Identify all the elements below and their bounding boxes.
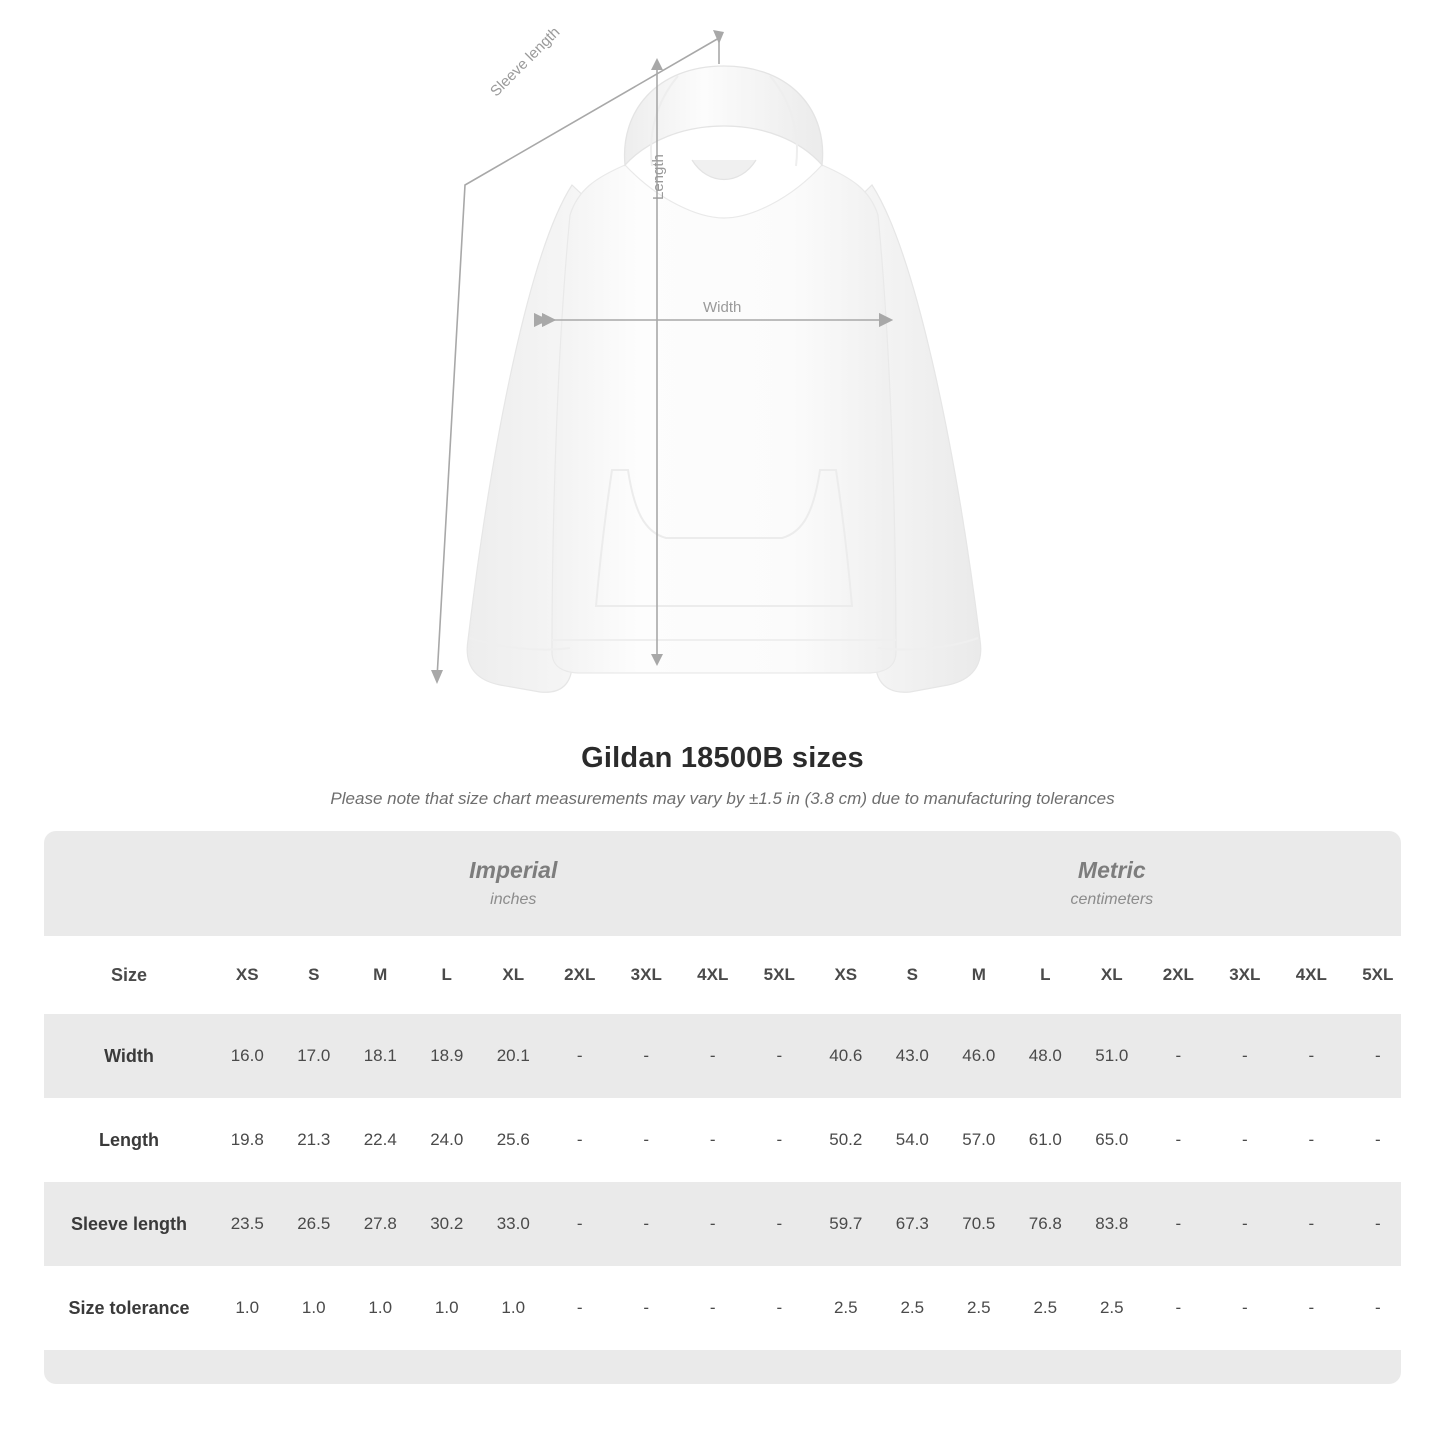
cell-width-imperial-2xl: -: [547, 1014, 614, 1098]
cell-width-imperial-xl: 20.1: [480, 1014, 547, 1098]
size-header-metric-5xl: 5XL: [1345, 936, 1401, 1014]
size-header-label: Size: [44, 936, 214, 1014]
size-header-metric-s: S: [879, 936, 946, 1014]
size-header-imperial-5xl: 5XL: [746, 936, 813, 1014]
size-header-imperial-s: S: [281, 936, 348, 1014]
cell-tolerance-metric-5xl: -: [1374, 1298, 1381, 1317]
cell-length-imperial-4xl: -: [709, 1130, 716, 1149]
cell-width-metric-5xl: -: [1345, 1014, 1401, 1098]
tolerance-note: Please note that size chart measurements may vary by ±1.5 in (3.8 cm) due to manufacturing tolerances: [330, 789, 1115, 808]
system-spacer-cell: [44, 831, 214, 936]
size-header-imperial-3xl: 3XL: [613, 936, 680, 1014]
cell-sleeve-imperial-xs: 23.5: [214, 1182, 281, 1266]
size-header-metric-4xl: 4XL: [1278, 936, 1345, 1014]
cell-tolerance-imperial-2xl: -: [576, 1298, 583, 1317]
cell-width-imperial-4xl: -: [680, 1014, 747, 1098]
cell-length-imperial-xl: 25.6: [496, 1130, 530, 1149]
cell-width-metric-3xl: -: [1212, 1014, 1279, 1098]
row-label-sleeve-length: Sleeve length: [44, 1182, 214, 1266]
cell-length-metric-2xl: -: [1175, 1130, 1182, 1149]
measurement-arrows: [0, 0, 1445, 720]
table-row: [44, 1098, 1401, 1182]
cell-length-metric-xs: 50.2: [829, 1130, 863, 1149]
size-header-row: [44, 936, 1401, 1014]
cell-tolerance-imperial-m: 1.0: [368, 1298, 393, 1317]
table-row: [44, 1014, 1401, 1098]
cell-width-metric-m: 46.0: [946, 1014, 1013, 1098]
cell-length-imperial-xs: 19.8: [230, 1130, 264, 1149]
cell-sleeve-metric-3xl: -: [1212, 1182, 1279, 1266]
cell-tolerance-metric-2xl: -: [1175, 1298, 1182, 1317]
cell-sleeve-metric-xs: 59.7: [813, 1182, 880, 1266]
cell-sleeve-imperial-xl: 33.0: [480, 1182, 547, 1266]
cell-width-metric-s: 43.0: [879, 1014, 946, 1098]
cell-tolerance-imperial-xs: 1.0: [235, 1298, 260, 1317]
cell-sleeve-metric-m: 70.5: [946, 1182, 1013, 1266]
cell-width-imperial-xs: 16.0: [214, 1014, 281, 1098]
sleeve-length-label: Sleeve length: [487, 23, 564, 101]
cell-tolerance-imperial-3xl: -: [643, 1298, 650, 1317]
cell-tolerance-metric-4xl: -: [1308, 1298, 1315, 1317]
table-row: [44, 1266, 1401, 1350]
cell-width-imperial-m: 18.1: [347, 1014, 414, 1098]
row-label-width: Width: [44, 1014, 214, 1098]
page-title: Gildan 18500B sizes: [581, 742, 864, 774]
size-header-imperial-m: M: [347, 936, 414, 1014]
cell-width-metric-l: 48.0: [1012, 1014, 1079, 1098]
cell-width-imperial-3xl: -: [613, 1014, 680, 1098]
system-imperial-unit: inches: [490, 890, 537, 908]
cell-sleeve-imperial-2xl: -: [547, 1182, 614, 1266]
system-imperial-cell: [214, 831, 813, 936]
cell-length-metric-m: 57.0: [962, 1130, 996, 1149]
row-label-size-tolerance: Size tolerance: [68, 1297, 190, 1318]
cell-tolerance-metric-m: 2.5: [966, 1298, 991, 1317]
cell-sleeve-imperial-s: 26.5: [281, 1182, 348, 1266]
cell-tolerance-imperial-4xl: -: [709, 1298, 716, 1317]
cell-tolerance-metric-3xl: -: [1241, 1298, 1248, 1317]
size-chart-table: [44, 831, 1401, 1384]
cell-length-metric-xl: 65.0: [1095, 1130, 1129, 1149]
cell-sleeve-imperial-4xl: -: [680, 1182, 747, 1266]
cell-width-imperial-5xl: -: [746, 1014, 813, 1098]
size-header-metric-3xl: 3XL: [1212, 936, 1279, 1014]
title-block: [0, 742, 1445, 809]
cell-sleeve-metric-s: 67.3: [879, 1182, 946, 1266]
cell-length-imperial-l: 24.0: [430, 1130, 464, 1149]
cell-length-imperial-s: 21.3: [297, 1130, 331, 1149]
cell-sleeve-metric-5xl: -: [1345, 1182, 1401, 1266]
cell-length-metric-5xl: -: [1374, 1130, 1381, 1149]
row-label-length: Length: [99, 1129, 159, 1150]
cell-tolerance-metric-l: 2.5: [1033, 1298, 1058, 1317]
size-chart-table-wrapper: [44, 831, 1401, 1384]
size-header-metric-l: L: [1012, 936, 1079, 1014]
cell-length-metric-l: 61.0: [1028, 1130, 1062, 1149]
size-header-imperial-xs: XS: [214, 936, 281, 1014]
cell-tolerance-imperial-xl: 1.0: [501, 1298, 526, 1317]
size-header-imperial-l: L: [414, 936, 481, 1014]
cell-width-imperial-s: 17.0: [281, 1014, 348, 1098]
cell-width-imperial-l: 18.9: [414, 1014, 481, 1098]
cell-sleeve-imperial-l: 30.2: [414, 1182, 481, 1266]
system-metric-cell: [813, 831, 1401, 936]
cell-sleeve-metric-l: 76.8: [1012, 1182, 1079, 1266]
cell-sleeve-metric-2xl: -: [1145, 1182, 1212, 1266]
cell-width-metric-xs: 40.6: [813, 1014, 880, 1098]
cell-length-metric-3xl: -: [1241, 1130, 1248, 1149]
table-row: [44, 1182, 1401, 1266]
size-header-metric-2xl: 2XL: [1145, 936, 1212, 1014]
cell-tolerance-imperial-l: 1.0: [434, 1298, 459, 1317]
size-header-metric-xl: XL: [1079, 936, 1146, 1014]
cell-sleeve-imperial-5xl: -: [746, 1182, 813, 1266]
table-footer-cell: [44, 1350, 1401, 1384]
cell-width-metric-4xl: -: [1278, 1014, 1345, 1098]
product-illustration: [0, 0, 1445, 720]
cell-sleeve-imperial-3xl: -: [613, 1182, 680, 1266]
cell-tolerance-metric-xs: 2.5: [833, 1298, 858, 1317]
cell-length-metric-s: 54.0: [895, 1130, 929, 1149]
measurement-system-row: [44, 831, 1401, 936]
cell-length-metric-4xl: -: [1308, 1130, 1315, 1149]
size-header-imperial-4xl: 4XL: [680, 936, 747, 1014]
cell-length-imperial-5xl: -: [776, 1130, 783, 1149]
length-label: Length: [650, 154, 667, 200]
cell-width-metric-2xl: -: [1145, 1014, 1212, 1098]
table-footer-band: [44, 1350, 1401, 1384]
cell-sleeve-metric-4xl: -: [1278, 1182, 1345, 1266]
cell-width-metric-xl: 51.0: [1079, 1014, 1146, 1098]
size-header-metric-xs: XS: [813, 936, 880, 1014]
size-header-metric-m: M: [946, 936, 1013, 1014]
system-imperial-name: Imperial: [469, 857, 558, 884]
width-label: Width: [703, 299, 742, 316]
system-metric-unit: centimeters: [1070, 890, 1154, 908]
size-header-imperial-2xl: 2XL: [547, 936, 614, 1014]
cell-length-imperial-2xl: -: [576, 1130, 583, 1149]
cell-length-imperial-m: 22.4: [363, 1130, 397, 1149]
cell-tolerance-imperial-s: 1.0: [301, 1298, 326, 1317]
cell-tolerance-metric-s: 2.5: [900, 1298, 925, 1317]
cell-length-imperial-3xl: -: [643, 1130, 650, 1149]
cell-tolerance-imperial-5xl: -: [776, 1298, 783, 1317]
size-header-imperial-xl: XL: [480, 936, 547, 1014]
cell-sleeve-imperial-m: 27.8: [347, 1182, 414, 1266]
system-metric-name: Metric: [1077, 857, 1146, 884]
cell-tolerance-metric-xl: 2.5: [1099, 1298, 1124, 1317]
cell-sleeve-metric-xl: 83.8: [1079, 1182, 1146, 1266]
